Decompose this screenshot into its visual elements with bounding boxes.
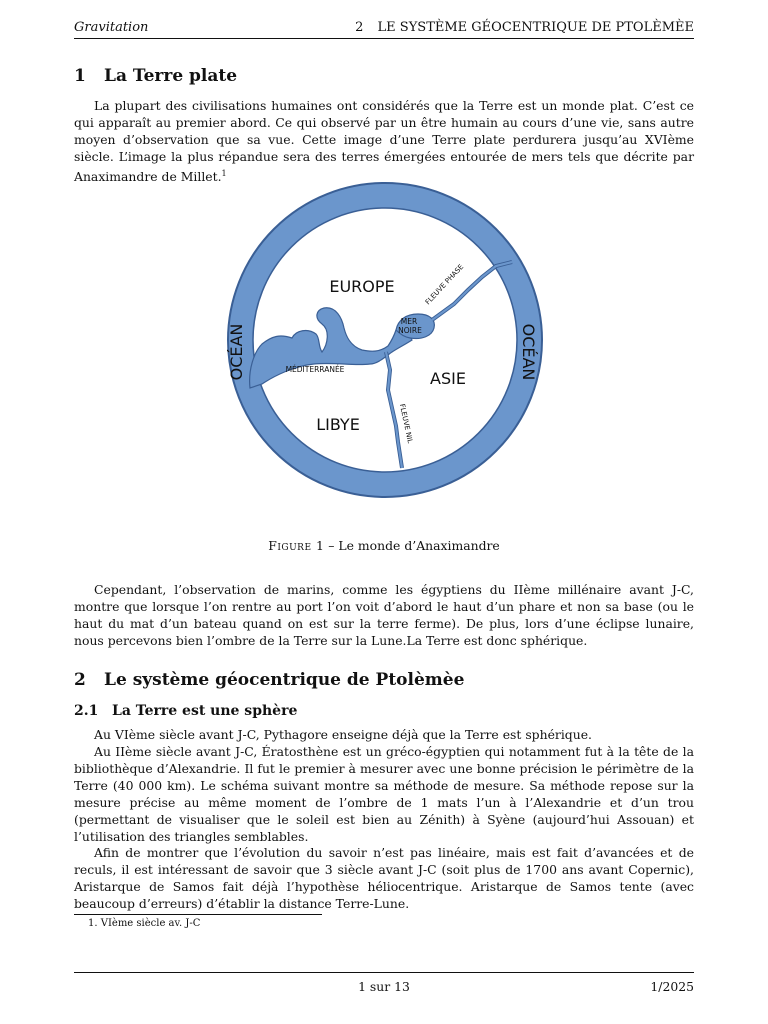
header-section-title: LE SYSTÈME GÉOCENTRIQUE DE PTOLÈMÈE bbox=[377, 20, 694, 35]
header-right bbox=[355, 20, 694, 35]
footnote-number: 1. bbox=[88, 918, 98, 929]
paragraph-eratosthene: Au IIème siècle avant J-C, Ératosthène est un gréco-égyptien qui notamment fut à la tête de la bibliothèque d’Alexandrie. Il fut le premier à mesurer avec une bonne précision le périmètre de la Terre (40 000 km). Le schéma suivant montre sa méthode de mesure. Sa méthode repose sur la mesure précise au même moment de l’ombre de 1 mats l’un à l’Alexandrie et d’un trou (permettant de visualiser que le soleil est bien au Zénith) à Syène (aujourd’hui Assouan) et l’utilisation des triangles semblables. bbox=[74, 744, 694, 844]
paragraph-aristarque: Afin de montrer que l’évolution du savoir n’est pas linéaire, mais est fait d’avancées et de reculs, il est intéressant de savoir que 3 siècle avant J-C (soit plus de 1700 ans avant Copernic), Aristarque de Samos fait déjà l’hypothèse héliocentrique. Aristarque de Samos tente (avec beaucoup d’erreurs) d’établir la distance Terre-Lune. bbox=[74, 845, 694, 911]
header-left: Gravitation bbox=[74, 20, 149, 35]
section-title: Le système géocentrique de Ptolèmèe bbox=[104, 670, 465, 690]
figure-caption bbox=[0, 538, 768, 553]
label-asie: ASIE bbox=[430, 369, 466, 388]
subsection-title: La Terre est une sphère bbox=[112, 703, 298, 719]
paragraph-after-figure: Cependant, l’observation de marins, comme les égyptiens du IIème millénaire avant J-C, montre que lorsque l’on rentre au port l’on voit d’abord le haut d’un phare et non sa base (ou le haut du mat d’un bateau quand on est sur la terre ferme). De plus, lors d’une éclipse lunaire, nous percevons bien l’ombre de la Terre sur la Lune.La Terre est donc sphérique. bbox=[74, 582, 694, 648]
header-section-number: 2 bbox=[355, 20, 364, 35]
footnote-text: VIème siècle av. J-C bbox=[100, 918, 201, 929]
label-europe: EUROPE bbox=[329, 277, 395, 296]
footnote bbox=[88, 918, 200, 929]
footer-date: 1/2025 bbox=[650, 979, 694, 994]
label-mediterranee: MÉDITERRANÉE bbox=[285, 365, 345, 374]
section-2-heading bbox=[74, 670, 464, 690]
caption-text: – Le monde d’Anaximandre bbox=[328, 538, 500, 553]
label-mer: MER bbox=[400, 317, 418, 326]
label-fleuve-phase: FLEUVE PHASE bbox=[423, 262, 466, 307]
section-1-paragraph bbox=[74, 98, 694, 186]
footnote-mark: 1 bbox=[221, 168, 227, 178]
paragraph-pythagore: Au VIème siècle avant J-C, Pythagore enseigne déjà que la Terre est sphérique. bbox=[94, 727, 592, 742]
section-number: 1 bbox=[74, 66, 86, 86]
section-1-heading bbox=[74, 66, 237, 86]
page-footer bbox=[74, 972, 694, 994]
paragraph-text: La plupart des civilisations humaines ont considérés que la Terre est un monde plat. C’est ce qui apparaît au premier abord. Ce qui observé par un être humain au cours d’une vie, sans autre moyen d’observation que sa vue. Cette image d’une Terre plate perdurera jusqu’au XVIème siècle. L’image la plus répandue sera des terres émergées entourée de mers tels que décrite par Anaximandre de Millet. bbox=[74, 98, 694, 184]
label-fleuve-nil: FLEUVE NIL bbox=[397, 403, 415, 445]
page-header bbox=[74, 18, 694, 39]
label-ocean-left: OCÉAN bbox=[227, 323, 246, 381]
caption-label: Figure 1 bbox=[268, 538, 325, 553]
subsection-2-1-heading bbox=[74, 703, 297, 719]
page-number: 1 sur 13 bbox=[358, 979, 410, 994]
section-number: 2 bbox=[74, 670, 86, 690]
label-libye: LIBYE bbox=[316, 415, 360, 434]
footnote-rule bbox=[74, 914, 322, 915]
subsection-number: 2.1 bbox=[74, 703, 99, 719]
anaximander-world-map bbox=[210, 180, 560, 500]
section-title: La Terre plate bbox=[104, 66, 238, 86]
label-noire: NOIRE bbox=[398, 326, 422, 335]
label-ocean-right: OCÉAN bbox=[519, 323, 538, 381]
